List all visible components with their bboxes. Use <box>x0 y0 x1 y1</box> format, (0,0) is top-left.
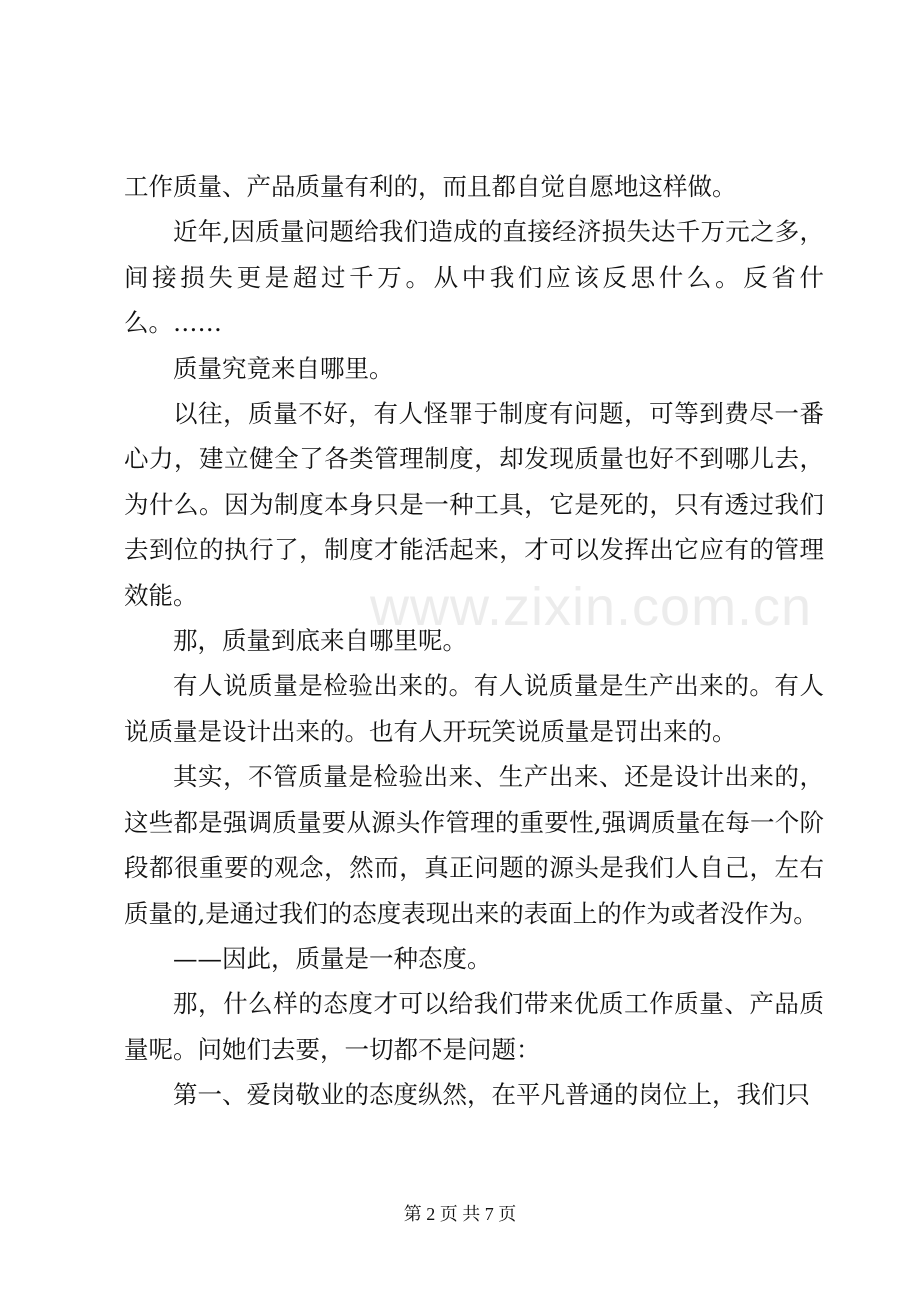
paragraph: 其实，不管质量是检验出来、生产出来、还是设计出来的，这些都是强调质量要从源头作管理的重要性,强调质量在每一个阶段都很重要的观念，然而，真正问题的源头是我们人自己，左右质量的,是通过我们的态度表现出来的表面上的作为或者没作为。 <box>124 762 824 928</box>
document-body <box>124 164 824 1118</box>
paragraph: 有人说质量是检验出来的。有人说质量是生产出来的。有人说质量是设计出来的。也有人开玩笑说质量是罚出来的。 <box>124 671 824 746</box>
paragraph: 以往，质量不好，有人怪罪于制度有问题，可等到费尽一番心力，建立健全了各类管理制度，却发现质量也好不到哪儿去，为什么。因为制度本身只是一种工具，它是死的，只有透过我们去到位的执行了，制度才能活起来，才可以发挥出它应有的管理效能。 <box>124 399 824 610</box>
paragraph: 工作质量、产品质量有利的，而且都自觉自愿地这样做。 <box>124 172 737 201</box>
page-footer: 第 2 页 共 7 页 <box>403 1204 517 1224</box>
paragraph: 近年,因质量问题给我们造成的直接经济损失达千万元之多，间接损失更是超过千万。从中我们应该反思什么。反省什么。…… <box>124 217 824 338</box>
paragraph: 那，质量到底来自哪里呢。 <box>173 626 467 656</box>
watermark: www.zixin.com.cn <box>370 577 813 637</box>
paragraph: ——因此，质量是一种态度。 <box>173 943 492 973</box>
paragraph: 第一、爱岗敬业的态度纵然，在平凡普通的岗位上，我们只 <box>173 1080 810 1110</box>
paragraph: 质量究竟来自哪里。 <box>173 353 394 383</box>
paragraph: 那，什么样的态度才可以给我们带来优质工作质量、产品质量呢。问她们去要，一切都不是问题： <box>124 989 824 1064</box>
